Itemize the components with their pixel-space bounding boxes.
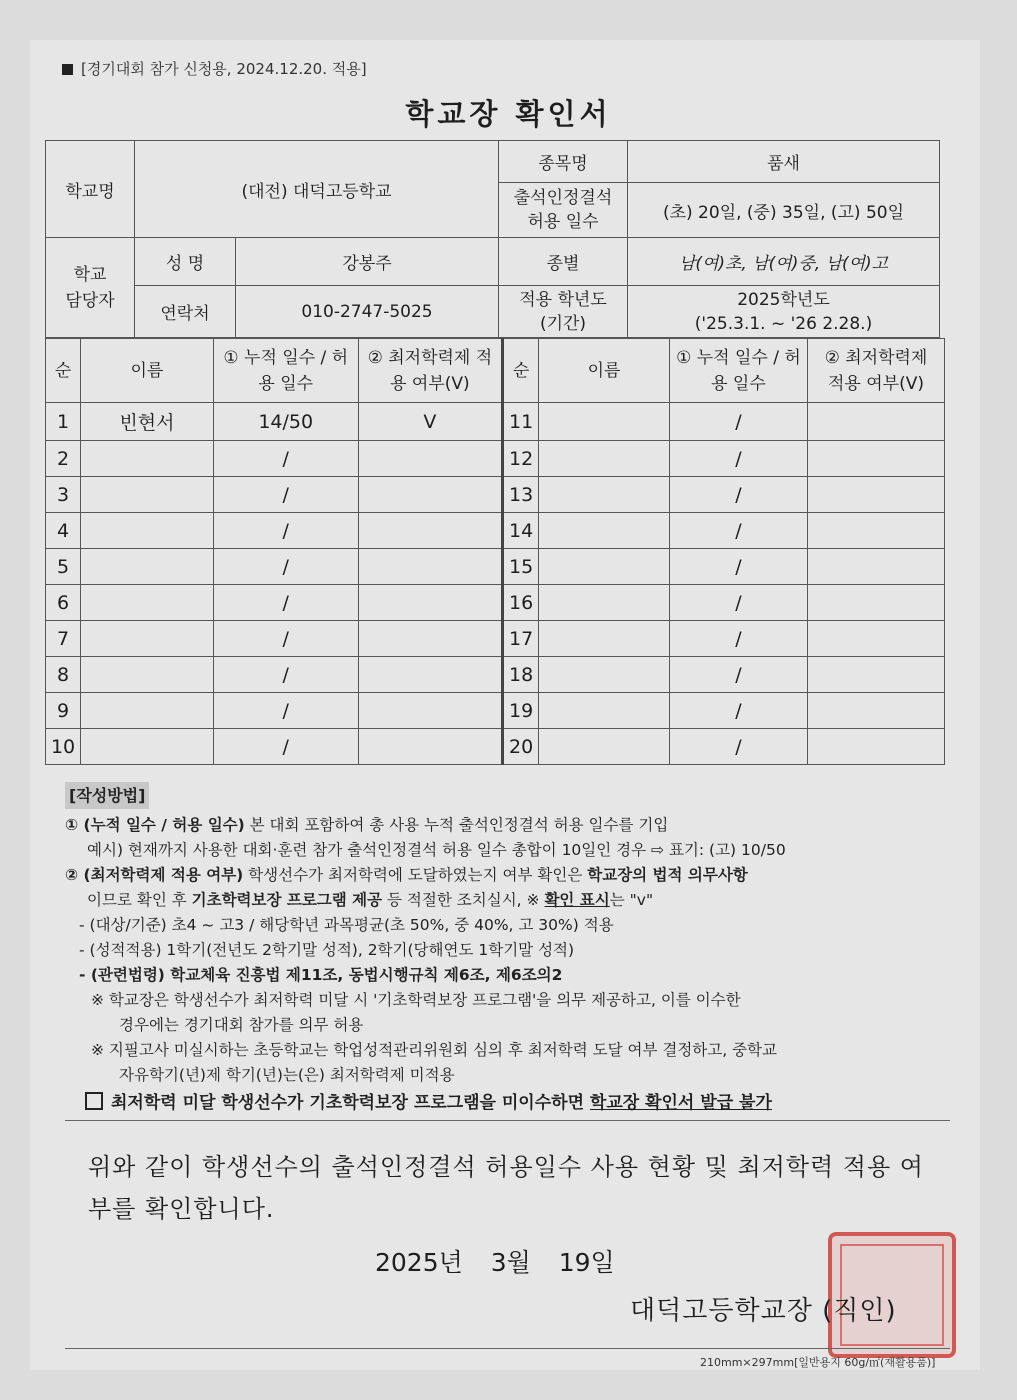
roster-left-no: 8 (46, 657, 81, 693)
contact-value: 010-2747-5025 (236, 286, 499, 338)
roster-left-days: / (213, 441, 358, 477)
header-note-text: [경기대회 참가 신청용, 2024.12.20. 적용] (81, 60, 367, 78)
note-1-example: 예시) 현재까지 사용한 대회·훈련 참가 출석인정결석 허용 일수 총합이 10일인 경우 ⇨ 표기: (고) 10/50 (87, 841, 786, 859)
remark-1b: 경우에는 경기대회 참가를 의무 허용 (119, 1016, 364, 1034)
roster-left-check (358, 477, 502, 513)
roster-right-no: 16 (503, 585, 539, 621)
principal-signature: 대덕고등학교장 (직인) (630, 1296, 897, 1326)
col-days: ① 누적 일수 / 허용 일수 (213, 339, 358, 403)
roster-left-name (81, 693, 214, 729)
roster-row (46, 657, 945, 693)
roster-right-name (539, 729, 670, 765)
roster-left-check: V (358, 403, 502, 441)
roster-left-days: / (213, 513, 358, 549)
checkbox-icon (85, 1092, 103, 1110)
year-period: ('25.3.1. ~ '26 2.28.) (694, 313, 873, 334)
roster-right-check (807, 513, 944, 549)
roster-row (46, 403, 945, 441)
roster-right-name (539, 403, 670, 441)
roster-row (46, 549, 945, 585)
remark-2b: 자유학기(년)제 학기(년)는(은) 최저학력제 미적용 (119, 1066, 455, 1084)
roster-row (46, 585, 945, 621)
remark-1a: ※ 학교장은 학생선수가 최저학력 미달 시 '기초학력보장 프로그램'을 의무 제공하고, 이를 이수한 (91, 991, 741, 1009)
year-value: 2025학년도 (737, 289, 830, 310)
roster-left-no: 1 (46, 403, 81, 441)
square-bullet-icon (62, 64, 73, 75)
roster-left-no: 9 (46, 693, 81, 729)
roster-row (46, 621, 945, 657)
roster-right-check (807, 403, 944, 441)
roster-right-check (807, 693, 944, 729)
roster-left-check (358, 621, 502, 657)
note-2-duty: 학교장의 법적 의무사항 (587, 866, 748, 884)
roster-right-days: / (669, 621, 807, 657)
roster-right-days: / (669, 585, 807, 621)
col-no-right: 순 (503, 339, 539, 403)
roster-left-no: 5 (46, 549, 81, 585)
detail-law: - (관련법령) 학교체육 진흥법 제11조, 동법시행규칙 제6조, 제6조의2 (79, 966, 563, 984)
roster-left-name (81, 729, 214, 765)
roster-right-no: 17 (503, 621, 539, 657)
detail-target: - (대상/기준) 초4 ~ 고3 / 해당학년 과목평균(초 50%, 중 40%, 고 30%) 적용 (79, 916, 614, 934)
roster-left-no: 4 (46, 513, 81, 549)
roster-right-name (539, 513, 670, 549)
school-label: 학교명 (46, 141, 135, 238)
issue-date: 2025년 3월 19일 (375, 1248, 615, 1277)
roster-right-no: 18 (503, 657, 539, 693)
sport-label: 종목명 (499, 141, 628, 183)
col-check-right: ② 최저학력제 적용 여부(V) (807, 339, 944, 403)
roster-left-check (358, 585, 502, 621)
instructions (65, 782, 955, 1088)
name-value: 강봉주 (236, 238, 499, 286)
gender-value: 남(여)초, 남(여)중, 남(여)고 (628, 238, 940, 286)
roster-right-check (807, 657, 944, 693)
roster-right-name (539, 621, 670, 657)
divider (65, 1120, 950, 1121)
roster-left-name (81, 513, 214, 549)
col-name: 이름 (81, 339, 214, 403)
roster-left-name (81, 657, 214, 693)
roster-left-check (358, 729, 502, 765)
roster-row (46, 441, 945, 477)
roster-right-no: 11 (503, 403, 539, 441)
roster-right-check (807, 621, 944, 657)
roster-right-no: 20 (503, 729, 539, 765)
roster-left-no: 2 (46, 441, 81, 477)
year-cell (628, 286, 940, 338)
note-1-text: 본 대회 포함하여 총 사용 누적 출석인정결석 허용 일수를 기입 (244, 816, 669, 834)
col-check: ② 최저학력제 적용 여부(V) (358, 339, 502, 403)
note-2-line2-b: 기초학력보장 프로그램 제공 (191, 891, 383, 909)
roster-right-check (807, 729, 944, 765)
roster-right-no: 19 (503, 693, 539, 729)
roster-row (46, 477, 945, 513)
roster-right-name (539, 657, 670, 693)
paper-spec: 210mm×297mm[일반용지 60g/㎡(재활용품)] (700, 1356, 936, 1369)
final-note-emphasis: 학교장 확인서 발급 불가 (589, 1093, 772, 1113)
roster-left-no: 10 (46, 729, 81, 765)
roster-left-name (81, 549, 214, 585)
allowed-value: (초) 20일, (중) 35일, (고) 50일 (628, 183, 940, 238)
roster-right-name (539, 477, 670, 513)
roster-left-check (358, 693, 502, 729)
roster-right-name (539, 693, 670, 729)
roster-left-check (358, 657, 502, 693)
note-2-title: ② (최저학력제 적용 여부) (65, 866, 244, 884)
roster-left-name (81, 477, 214, 513)
note-1-title: ① (누적 일수 / 허용 일수) (65, 816, 245, 834)
note-1 (65, 813, 955, 838)
roster-right-days: / (669, 403, 807, 441)
roster-right-days: / (669, 549, 807, 585)
roster-right-check (807, 477, 944, 513)
roster-right-days: / (669, 729, 807, 765)
note-2-line2-d: 확인 표시 (544, 891, 610, 909)
roster-left-days: / (213, 729, 358, 765)
col-no: 순 (46, 339, 81, 403)
roster-left-name: 빈현서 (81, 403, 214, 441)
roster-left-no: 6 (46, 585, 81, 621)
roster-left-name (81, 585, 214, 621)
roster-right-name (539, 549, 670, 585)
roster-right-days: / (669, 513, 807, 549)
roster-left-days: / (213, 477, 358, 513)
roster-left-no: 3 (46, 477, 81, 513)
col-name-right: 이름 (539, 339, 670, 403)
note-2-line2 (65, 888, 955, 913)
header-note (62, 58, 367, 79)
roster-left-days: 14/50 (213, 403, 358, 441)
roster-left-no: 7 (46, 621, 81, 657)
roster-left-days: / (213, 657, 358, 693)
roster-row (46, 513, 945, 549)
note-2-line2-c: 등 적절한 조치실시, ※ (382, 891, 545, 909)
roster-right-check (807, 549, 944, 585)
roster-right-name (539, 585, 670, 621)
name-label: 성 명 (135, 238, 236, 286)
year-label: 적용 학년도 (기간) (499, 286, 628, 338)
roster-left-check (358, 441, 502, 477)
confirm-text: 위와 같이 학생선수의 출석인정결석 허용일수 사용 현황 및 최저학력 적용 여부를 확인합니다. (88, 1153, 924, 1223)
roster-row (46, 693, 945, 729)
detail-grades: - (성적적용) 1학기(전년도 2학기말 성적), 2학기(당해연도 1학기말 성적) (79, 941, 575, 959)
page-title: 학교장 확인서 (405, 97, 612, 131)
roster-left-check (358, 549, 502, 585)
note-2 (65, 863, 955, 888)
roster-left-days: / (213, 621, 358, 657)
roster-table (45, 338, 945, 765)
roster-right-no: 14 (503, 513, 539, 549)
col-days-right: ① 누적 일수 / 허용 일수 (669, 339, 807, 403)
sport-value: 품새 (628, 141, 940, 183)
remark-2a: ※ 지필고사 미실시하는 초등학교는 학업성적관리위원회 심의 후 최저학력 도달 여부 결정하고, 중학교 (91, 1041, 778, 1059)
final-note (85, 1088, 772, 1113)
final-note-text: 최저학력 미달 학생선수가 기초학력보장 프로그램을 미이수하면 (111, 1093, 590, 1113)
roster-right-name (539, 441, 670, 477)
instructions-heading: [작성방법] (65, 782, 149, 809)
roster-left-days: / (213, 693, 358, 729)
roster-left-name (81, 621, 214, 657)
allowed-label: 출석인정결석 허용 일수 (499, 183, 628, 238)
roster-right-days: / (669, 441, 807, 477)
roster-right-days: / (669, 657, 807, 693)
footer-divider (65, 1348, 950, 1349)
roster-right-check (807, 585, 944, 621)
school-value: (대전) 대덕고등학교 (135, 141, 499, 238)
roster-right-days: / (669, 477, 807, 513)
info-table (45, 140, 940, 338)
roster-right-no: 13 (503, 477, 539, 513)
roster-left-name (81, 441, 214, 477)
roster-right-no: 12 (503, 441, 539, 477)
gender-label: 종별 (499, 238, 628, 286)
note-2-line2-e: 는 "v" (609, 891, 654, 909)
roster-right-check (807, 441, 944, 477)
note-2-text: 학생선수가 최저학력에 도달하였는지 여부 확인은 (243, 866, 588, 884)
roster-left-check (358, 513, 502, 549)
roster-right-days: / (669, 693, 807, 729)
contact-label: 연락처 (135, 286, 236, 338)
roster-left-days: / (213, 549, 358, 585)
roster-left-days: / (213, 585, 358, 621)
note-2-line2-a: 이므로 확인 후 (87, 891, 192, 909)
roster-right-no: 15 (503, 549, 539, 585)
roster-row (46, 729, 945, 765)
manager-label: 학교 담당자 (46, 238, 135, 338)
